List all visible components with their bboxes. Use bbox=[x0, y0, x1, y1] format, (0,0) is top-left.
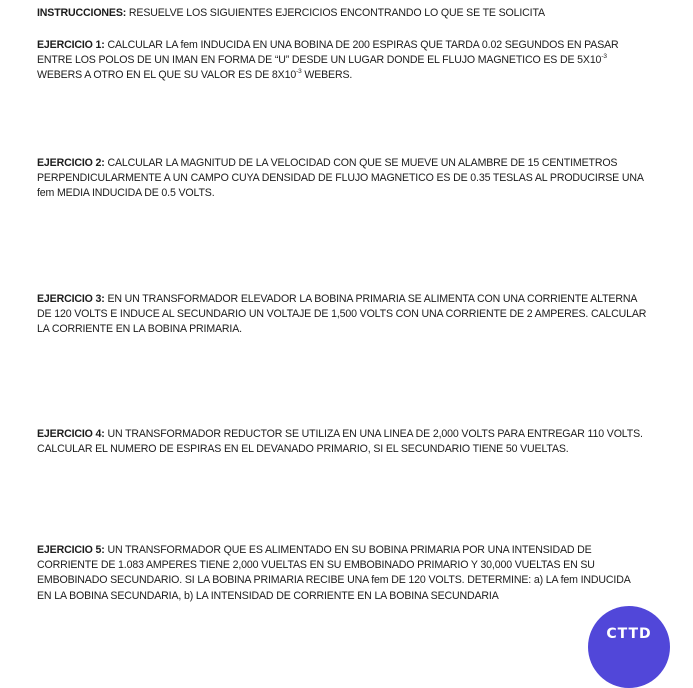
exercise-4-line-1 bbox=[37, 427, 669, 442]
exercise-5-line-1 bbox=[37, 543, 669, 558]
exercise-3-text-2: DE 120 VOLTS E INDUCE AL SECUNDARIO UN VOLTAJE DE 1,500 VOLTS CON UNA CORRIENTE DE 2 AMPERES. CALCULAR bbox=[37, 308, 647, 321]
exercise-1 bbox=[37, 38, 669, 84]
logo-badge-text: CTTD bbox=[606, 626, 652, 642]
exercise-3-line-2 bbox=[37, 307, 669, 322]
exercise-5 bbox=[37, 543, 669, 604]
logo-badge bbox=[588, 606, 670, 688]
exercise-2-line-2 bbox=[37, 171, 669, 186]
exercise-5-line-4 bbox=[37, 589, 669, 604]
exercise-3-text-3: LA CORRIENTE EN LA BOBINA PRIMARIA. bbox=[37, 323, 242, 336]
exercise-1-line-2 bbox=[37, 53, 669, 68]
instructions bbox=[37, 6, 669, 21]
exercise-2 bbox=[37, 156, 669, 202]
exercise-5-text-4: EN LA BOBINA SECUNDARIA, b) LA INTENSIDAD DE CORRIENTE EN LA BOBINA SECUNDARIA bbox=[37, 589, 499, 602]
exercise-4-text-2: CALCULAR EL NUMERO DE ESPIRAS EN EL DEVANADO PRIMARIO, SI EL SECUNDARIO TIENE 50 VUELTAS. bbox=[37, 443, 569, 456]
exercise-5-text-1: UN TRANSFORMADOR QUE ES ALIMENTADO EN SU BOBINA PRIMARIA POR UNA INTENSIDAD DE bbox=[104, 544, 592, 556]
exercise-5-text-3: EMBOBINADO SECUNDARIO. SI LA BOBINA PRIMARIA RECIBE UNA fem DE 120 VOLTS. DETERMINE: a) LA fem INDUCIDA bbox=[37, 574, 631, 587]
exercise-5-text-2: CORRIENTE DE 1.083 AMPERES TIENE 2,000 VUELTAS EN SU EMBOBINADO PRIMARIO Y 30,000 VUELTAS EN SU bbox=[37, 559, 595, 572]
exercise-4-label: EJERCICIO 4: bbox=[37, 428, 105, 440]
exercise-1-exponent-2: -3 bbox=[296, 67, 302, 75]
instructions-line bbox=[37, 6, 669, 21]
exercise-2-line-3 bbox=[37, 186, 669, 201]
exercise-3 bbox=[37, 292, 669, 338]
exercise-4 bbox=[37, 427, 669, 457]
exercise-1-label: EJERCICIO 1: bbox=[37, 39, 105, 51]
exercise-4-line-2 bbox=[37, 442, 669, 457]
exercise-1-text-1: CALCULAR LA fem INDUCIDA EN UNA BOBINA DE 200 ESPIRAS QUE TARDA 0.02 SEGUNDOS EN PASAR bbox=[104, 39, 619, 51]
exercise-2-line-1 bbox=[37, 156, 669, 171]
exercise-3-line-3 bbox=[37, 322, 669, 337]
exercise-3-line-1 bbox=[37, 292, 669, 307]
exercise-3-text-1: EN UN TRANSFORMADOR ELEVADOR LA BOBINA PRIMARIA SE ALIMENTA CON UNA CORRIENTE ALTERNA bbox=[104, 293, 638, 305]
exercise-4-text-1: UN TRANSFORMADOR REDUCTOR SE UTILIZA EN UNA LINEA DE 2,000 VOLTS PARA ENTREGAR 110 VOLTS. bbox=[104, 428, 643, 440]
exercise-3-label: EJERCICIO 3: bbox=[37, 293, 105, 305]
exercise-1-line-3 bbox=[37, 68, 669, 83]
instructions-text: RESUELVE LOS SIGUIENTES EJERCICIOS ENCONTRANDO LO QUE SE TE SOLICITA bbox=[126, 7, 545, 19]
exercise-2-label: EJERCICIO 2: bbox=[37, 157, 105, 169]
instructions-label: INSTRUCCIONES: bbox=[37, 7, 127, 19]
exercise-5-line-2 bbox=[37, 558, 669, 573]
exercise-1-text-3: WEBERS A OTRO EN EL QUE SU VALOR ES DE 8X10 bbox=[37, 69, 297, 82]
exercise-1-exponent-1: -3 bbox=[601, 52, 607, 60]
exercise-1-line-1 bbox=[37, 38, 669, 53]
exercise-5-line-3 bbox=[37, 573, 669, 588]
exercise-5-label: EJERCICIO 5: bbox=[37, 544, 105, 556]
exercise-2-text-1: CALCULAR LA MAGNITUD DE LA VELOCIDAD CON QUE SE MUEVE UN ALAMBRE DE 15 CENTIMETROS bbox=[104, 157, 618, 169]
exercise-1-text-4: WEBERS. bbox=[301, 69, 353, 82]
exercise-2-text-3: fem MEDIA INDUCIDA DE 0.5 VOLTS. bbox=[37, 187, 215, 200]
exercise-1-text-2: ENTRE LOS POLOS DE UN IMAN EN FORMA DE “U” DESDE UN LUGAR DONDE EL FLUJO MAGNETICO ES DE 5X10 bbox=[37, 54, 602, 67]
exercise-2-text-2: PERPENDICULARMENTE A UN CAMPO CUYA DENSIDAD DE FLUJO MAGNETICO ES DE 0.35 TESLAS AL PRODUCIRSE UNA bbox=[37, 172, 644, 185]
